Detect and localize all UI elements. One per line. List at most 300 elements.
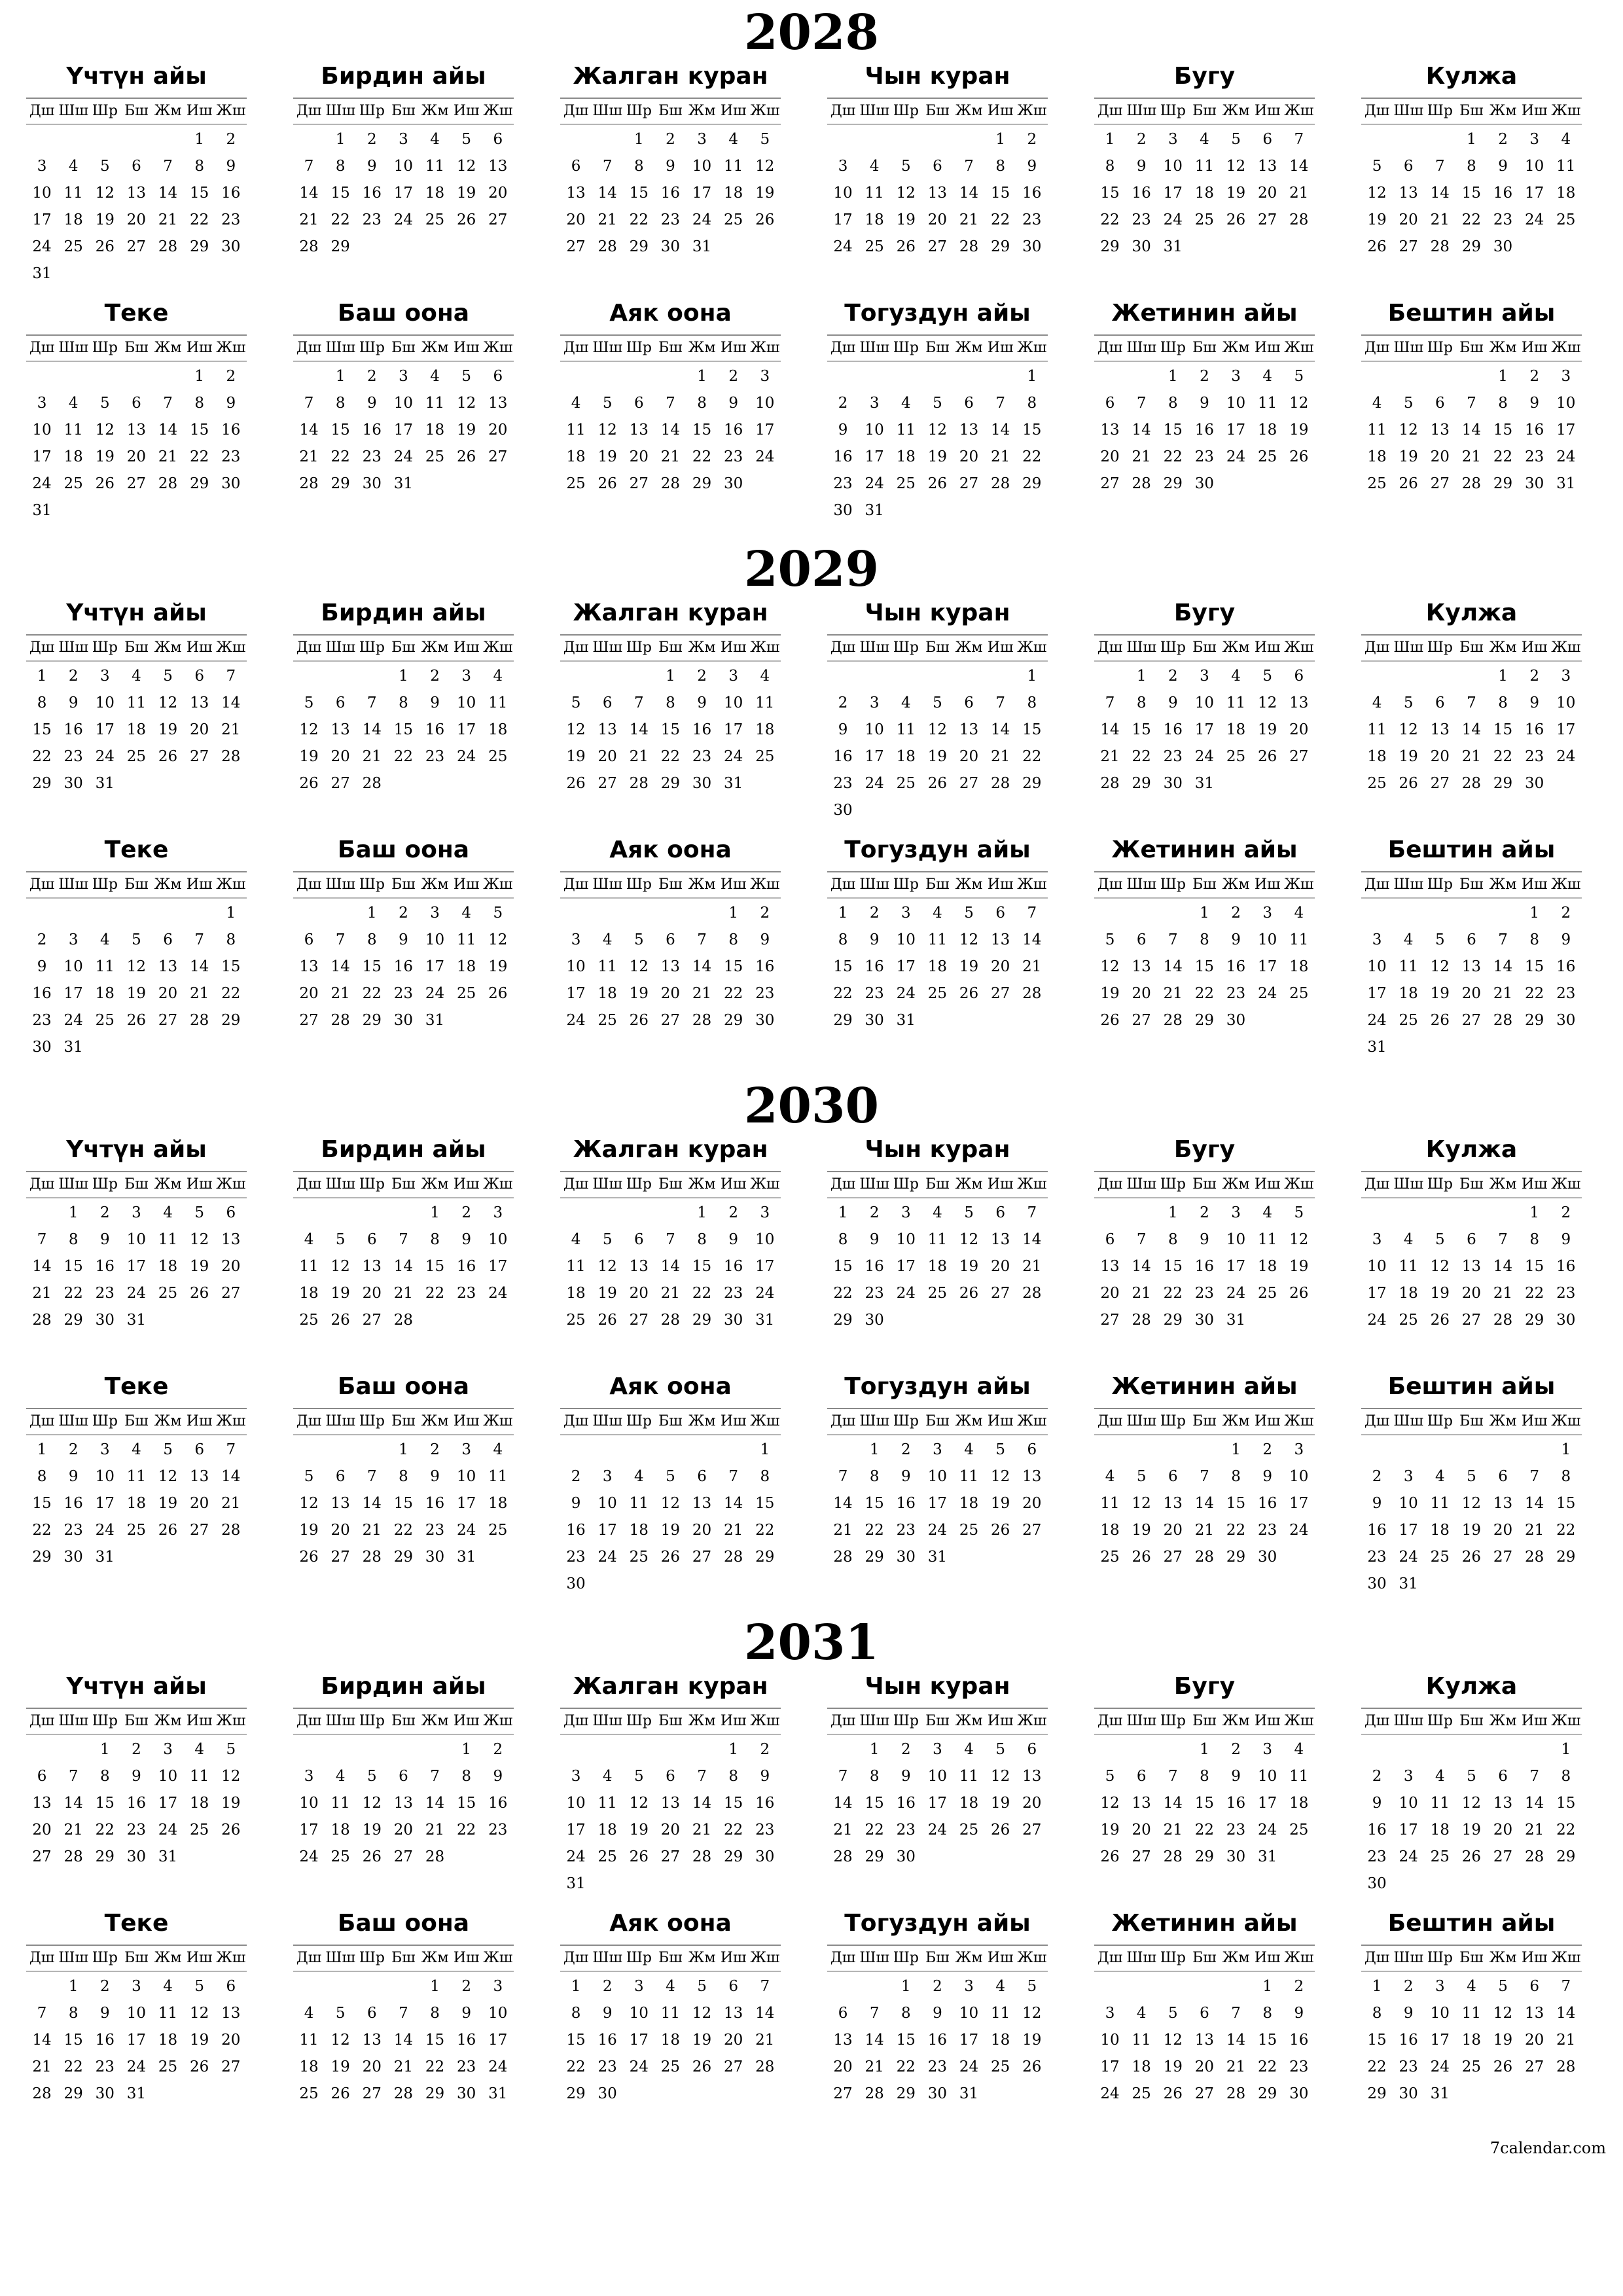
- day-cell: 2: [869, 1204, 880, 1221]
- day-cell: 1: [995, 131, 1005, 148]
- day-cell: 22: [991, 211, 1010, 228]
- day-cell: 3: [1262, 905, 1272, 922]
- day-cell: 1: [666, 668, 675, 685]
- day-cell: 23: [1132, 211, 1151, 228]
- weekday-label: Шр: [626, 103, 652, 119]
- day-cell: 8: [461, 1768, 471, 1785]
- empty-cell: [1361, 900, 1393, 927]
- day-cell: 25: [126, 1522, 147, 1539]
- day-cell: 6: [1435, 694, 1445, 711]
- day-cell: 5: [304, 694, 314, 711]
- weekday-header: [1094, 334, 1315, 362]
- day-cell: 29: [1525, 1312, 1544, 1329]
- day-cell: 31: [865, 502, 884, 519]
- day-cell: 30: [1525, 475, 1544, 492]
- day-cell: 26: [1430, 1312, 1450, 1329]
- day-cell: 23: [1022, 211, 1042, 228]
- day-cell: 29: [566, 2085, 586, 2102]
- weekday-label: Иш: [987, 639, 1014, 656]
- weekday-label: Жш: [1284, 1950, 1314, 1966]
- day-cell: 30: [755, 1848, 775, 1865]
- day-cell: 8: [226, 931, 236, 948]
- day-cell: 27: [126, 238, 147, 255]
- day-cell: 30: [95, 1312, 115, 1329]
- day-cell: 22: [566, 2058, 586, 2075]
- day-cell: 30: [1022, 238, 1042, 255]
- day-cell: 29: [1525, 1012, 1544, 1029]
- day-cell: 3: [1403, 1468, 1414, 1485]
- day-cell: 28: [221, 748, 241, 765]
- weekday-label: Шш: [58, 340, 88, 356]
- day-cell: 13: [299, 958, 319, 975]
- weekday-label: Бш: [658, 876, 683, 893]
- weekday-label: Шр: [626, 1413, 652, 1429]
- day-cell: 23: [1226, 1821, 1246, 1839]
- weekday-label: Иш: [987, 1713, 1014, 1729]
- day-cell: 20: [330, 748, 350, 765]
- day-cell: 14: [63, 1795, 83, 1812]
- day-cell: 6: [163, 931, 173, 948]
- day-cell: 4: [901, 694, 911, 711]
- weekday-label: Шр: [359, 1950, 385, 1966]
- day-cell: 11: [1289, 931, 1309, 948]
- day-cell: 26: [330, 1312, 350, 1329]
- day-cell: 18: [1461, 2032, 1482, 2049]
- day-cell: 28: [724, 1549, 743, 1566]
- weekday-label: Бш: [658, 1413, 683, 1429]
- weekday-label: Шш: [859, 103, 889, 119]
- day-cell: 13: [833, 2032, 853, 2049]
- day-cell: 15: [1525, 958, 1544, 975]
- day-cell: 12: [221, 1768, 241, 1785]
- day-cell: 21: [724, 1522, 743, 1539]
- weekday-label: Дш: [830, 340, 856, 356]
- weekday-label: Жш: [216, 1413, 246, 1429]
- day-cell: 27: [221, 1285, 241, 1302]
- weekday-label: Жм: [1489, 1713, 1517, 1729]
- day-cell: 2: [1294, 1978, 1304, 1995]
- weekday-label: Иш: [453, 340, 480, 356]
- day-cell: 2: [697, 668, 707, 685]
- day-cell: 1: [728, 905, 738, 922]
- day-cell: 12: [190, 1231, 209, 1248]
- weekday-label: Шр: [893, 103, 919, 119]
- day-cell: 13: [660, 958, 681, 975]
- day-cell: 28: [1022, 1285, 1042, 1302]
- day-cell: 6: [633, 1231, 644, 1248]
- day-cell: 15: [896, 2032, 916, 2049]
- day-cell: 26: [158, 1522, 178, 1539]
- weekday-label: Жм: [688, 1713, 716, 1729]
- day-cell: 25: [1461, 2058, 1482, 2075]
- day-cell: 17: [1100, 2058, 1120, 2075]
- empty-cell: [1094, 900, 1126, 927]
- day-cell: 21: [32, 2058, 52, 2075]
- day-cell: 20: [190, 1495, 209, 1512]
- weekday-label: Жш: [1017, 639, 1047, 656]
- day-cell: 25: [488, 748, 508, 765]
- weekday-label: Дш: [296, 876, 322, 893]
- weekday-label: Иш: [1254, 340, 1281, 356]
- day-cell: 9: [666, 158, 675, 175]
- weekday-label: Шр: [626, 1950, 652, 1966]
- day-cell: 28: [362, 775, 382, 792]
- day-cell: 16: [1556, 1258, 1576, 1275]
- day-cell: 23: [865, 1285, 884, 1302]
- day-cell: 22: [755, 1522, 775, 1539]
- day-cell: 24: [1367, 1312, 1387, 1329]
- day-cell: 12: [1430, 1258, 1450, 1275]
- day-cell: 18: [724, 185, 743, 202]
- day-cell: 26: [158, 748, 178, 765]
- day-cell: 11: [1367, 721, 1387, 738]
- day-cell: 31: [95, 1549, 115, 1566]
- weekday-label: Шр: [1160, 1713, 1186, 1729]
- day-cell: 19: [629, 985, 649, 1002]
- day-cell: 7: [226, 668, 236, 685]
- day-cell: 14: [1226, 2032, 1246, 2049]
- month-block: [1094, 1903, 1315, 2108]
- day-cell: 8: [838, 1231, 848, 1248]
- weekday-label: Жм: [1222, 1413, 1250, 1429]
- day-cell: 1: [335, 131, 346, 148]
- weekday-label: Шш: [1393, 1413, 1423, 1429]
- day-cell: 23: [488, 1821, 508, 1839]
- weekday-label: Иш: [1254, 1413, 1281, 1429]
- empty-cell: [1126, 1973, 1157, 2000]
- day-cell: 18: [896, 448, 916, 465]
- weekday-label: Шр: [1427, 1713, 1453, 1729]
- day-grid: [827, 662, 1048, 824]
- day-cell: 21: [362, 748, 382, 765]
- empty-cell: [293, 126, 325, 153]
- day-cell: 26: [299, 1549, 319, 1566]
- weekday-label: Жм: [688, 1950, 716, 1966]
- day-cell: 29: [865, 1549, 884, 1566]
- weekday-header: [26, 1945, 247, 1972]
- day-cell: 31: [126, 1312, 147, 1329]
- day-cell: 20: [126, 448, 147, 465]
- weekday-label: Жм: [421, 103, 449, 119]
- day-cell: 19: [660, 1522, 681, 1539]
- day-cell: 12: [158, 1468, 178, 1485]
- day-cell: 9: [1168, 694, 1178, 711]
- day-cell: 30: [1399, 2085, 1418, 2102]
- day-cell: 6: [1105, 1231, 1115, 1248]
- empty-cell: [387, 1973, 419, 2000]
- weekday-label: Шш: [58, 103, 88, 119]
- day-cell: 3: [399, 131, 408, 148]
- day-cell: 29: [1194, 1012, 1215, 1029]
- day-cell: 11: [1194, 158, 1215, 175]
- day-cell: 26: [991, 1522, 1010, 1539]
- day-cell: 15: [833, 1258, 853, 1275]
- day-cell: 30: [362, 475, 382, 492]
- month-block: [1361, 1666, 1582, 1897]
- weekday-label: Шр: [626, 639, 652, 656]
- day-cell: 27: [1258, 211, 1277, 228]
- day-cell: 11: [1556, 158, 1576, 175]
- day-cell: 7: [869, 2005, 880, 2022]
- day-cell: 24: [63, 1012, 83, 1029]
- day-cell: 6: [666, 1768, 675, 1785]
- weekday-label: Иш: [186, 1950, 213, 1966]
- day-cell: 19: [95, 211, 115, 228]
- weekday-label: Бш: [925, 876, 950, 893]
- day-cell: 2: [430, 1441, 440, 1458]
- day-cell: 14: [221, 1468, 241, 1485]
- day-cell: 24: [457, 1522, 476, 1539]
- day-cell: 23: [1258, 1522, 1277, 1539]
- day-cell: 21: [32, 1285, 52, 1302]
- empty-cell: [293, 1973, 325, 2000]
- month-block: [26, 1366, 247, 1571]
- day-cell: 28: [1289, 211, 1309, 228]
- day-cell: 4: [633, 1468, 644, 1485]
- month-block: [827, 1129, 1048, 1334]
- day-cell: 2: [571, 1468, 581, 1485]
- weekday-label: Дш: [29, 1713, 55, 1729]
- day-cell: 20: [1194, 2058, 1215, 2075]
- day-cell: 6: [964, 694, 974, 711]
- day-cell: 21: [1289, 185, 1309, 202]
- month-name: Жетинин айы: [1111, 300, 1298, 327]
- empty-cell: [58, 363, 89, 390]
- day-cell: 26: [1258, 748, 1277, 765]
- weekday-label: Дш: [563, 1713, 589, 1729]
- day-cell: 24: [597, 1549, 617, 1566]
- day-cell: 21: [755, 2032, 775, 2049]
- day-cell: 17: [833, 211, 853, 228]
- empty-cell: [184, 900, 215, 927]
- day-cell: 30: [927, 2085, 948, 2102]
- day-cell: 22: [221, 985, 241, 1002]
- day-cell: 21: [1022, 958, 1042, 975]
- day-cell: 12: [927, 422, 948, 439]
- day-cell: 2: [933, 1978, 942, 1995]
- day-cell: 10: [1399, 1795, 1418, 1812]
- day-cell: 28: [221, 1522, 241, 1539]
- day-cell: 19: [959, 958, 979, 975]
- weekday-label: Шр: [893, 1176, 919, 1193]
- day-cell: 11: [299, 1258, 319, 1275]
- day-cell: 23: [457, 1285, 476, 1302]
- day-cell: 5: [1027, 1978, 1037, 1995]
- day-cell: 14: [755, 2005, 775, 2022]
- day-cell: 4: [1561, 131, 1571, 148]
- day-cell: 3: [728, 668, 738, 685]
- day-cell: 16: [1399, 2032, 1418, 2049]
- weekday-header: [1361, 1408, 1582, 1435]
- empty-cell: [356, 1200, 387, 1227]
- day-cell: 25: [660, 2058, 681, 2075]
- day-cell: 27: [299, 1012, 319, 1029]
- day-grid: [827, 1198, 1048, 1334]
- day-cell: 11: [959, 1468, 979, 1485]
- day-cell: 6: [633, 395, 644, 412]
- day-cell: 19: [1399, 748, 1418, 765]
- weekday-label: Дш: [1097, 103, 1123, 119]
- weekday-label: Шр: [92, 103, 118, 119]
- weekday-label: Дш: [1097, 876, 1123, 893]
- day-cell: 21: [833, 1821, 853, 1839]
- day-cell: 12: [597, 422, 617, 439]
- day-cell: 4: [163, 1204, 173, 1221]
- weekday-label: Бш: [925, 103, 950, 119]
- day-cell: 29: [1226, 1549, 1246, 1566]
- weekday-label: Бш: [391, 1713, 416, 1729]
- day-cell: 31: [126, 2085, 147, 2102]
- day-cell: 12: [190, 2005, 209, 2022]
- day-cell: 12: [1100, 958, 1120, 975]
- month-name: Үчтүн айы: [66, 1673, 207, 1700]
- empty-cell: [1455, 363, 1487, 390]
- day-cell: 22: [95, 1821, 115, 1839]
- empty-cell: [1393, 1437, 1424, 1463]
- day-cell: 13: [158, 958, 178, 975]
- day-cell: 28: [425, 1848, 445, 1865]
- day-cell: 5: [995, 1441, 1005, 1458]
- day-cell: 14: [32, 1258, 52, 1275]
- day-cell: 7: [163, 395, 173, 412]
- day-cell: 5: [1372, 158, 1382, 175]
- day-cell: 5: [1435, 1231, 1445, 1248]
- day-cell: 29: [1022, 475, 1042, 492]
- day-cell: 23: [1163, 748, 1183, 765]
- day-cell: 3: [493, 1204, 503, 1221]
- day-cell: 21: [393, 2058, 414, 2075]
- day-grid: [26, 1972, 247, 2108]
- day-grid: [293, 899, 514, 1034]
- day-cell: 12: [1226, 158, 1246, 175]
- weekday-header: [293, 1408, 514, 1435]
- month-block: [560, 1366, 781, 1598]
- day-cell: 10: [1367, 958, 1387, 975]
- day-cell: 17: [393, 422, 414, 439]
- day-cell: 5: [194, 1978, 204, 1995]
- day-cell: 28: [330, 1012, 350, 1029]
- day-cell: 5: [99, 395, 110, 412]
- day-cell: 19: [927, 448, 948, 465]
- day-cell: 4: [430, 368, 440, 385]
- weekday-label: Шш: [859, 1176, 889, 1193]
- day-cell: 18: [1132, 2058, 1151, 2075]
- weekday-label: Шш: [325, 1950, 355, 1966]
- day-grid: [1361, 125, 1582, 260]
- day-cell: 11: [1289, 1768, 1309, 1785]
- day-cell: 11: [126, 1468, 147, 1485]
- day-cell: 7: [1498, 1231, 1508, 1248]
- day-grid: [560, 662, 781, 797]
- day-cell: 2: [666, 131, 675, 148]
- weekday-label: Бш: [925, 639, 950, 656]
- day-cell: 5: [304, 1468, 314, 1485]
- day-cell: 7: [760, 1978, 770, 1995]
- day-cell: 24: [299, 1848, 319, 1865]
- day-cell: 16: [1132, 185, 1151, 202]
- day-cell: 11: [927, 931, 948, 948]
- weekday-label: Бш: [1459, 639, 1484, 656]
- empty-cell: [560, 1437, 592, 1463]
- day-cell: 26: [1289, 448, 1309, 465]
- day-cell: 13: [991, 931, 1010, 948]
- day-cell: 21: [833, 1522, 853, 1539]
- day-cell: 10: [425, 931, 445, 948]
- day-cell: 17: [692, 185, 712, 202]
- empty-cell: [1455, 1437, 1487, 1463]
- day-cell: 23: [126, 1821, 147, 1839]
- day-cell: 17: [1367, 1285, 1387, 1302]
- day-cell: 17: [1367, 985, 1387, 1002]
- day-cell: 5: [132, 931, 141, 948]
- day-cell: 25: [299, 1312, 319, 1329]
- month-name: Бугу: [1173, 1673, 1236, 1700]
- weekday-label: Жш: [1284, 340, 1314, 356]
- day-cell: 19: [1289, 1258, 1309, 1275]
- day-cell: 2: [1529, 368, 1539, 385]
- day-cell: 9: [1231, 1768, 1241, 1785]
- day-cell: 5: [1294, 1204, 1304, 1221]
- day-cell: 15: [330, 422, 350, 439]
- day-cell: 23: [362, 211, 382, 228]
- day-cell: 15: [692, 422, 712, 439]
- day-cell: 21: [1022, 1258, 1042, 1275]
- day-grid: [560, 1435, 781, 1598]
- weekday-label: Жм: [154, 103, 182, 119]
- day-cell: 4: [666, 1978, 675, 1995]
- day-cell: 16: [63, 721, 83, 738]
- month-name: Кулжа: [1425, 600, 1518, 626]
- day-cell: 19: [457, 422, 476, 439]
- day-cell: 24: [393, 211, 414, 228]
- empty-cell: [1488, 1200, 1519, 1227]
- day-cell: 29: [833, 1012, 853, 1029]
- day-cell: 4: [194, 1741, 204, 1758]
- weekday-label: Шш: [859, 340, 889, 356]
- day-cell: 20: [1399, 211, 1418, 228]
- weekday-label: Жш: [1017, 1950, 1047, 1966]
- day-cell: 5: [194, 1204, 204, 1221]
- weekday-label: Жш: [750, 876, 780, 893]
- day-cell: 27: [1163, 1549, 1183, 1566]
- weekday-label: Иш: [987, 340, 1014, 356]
- day-cell: 24: [566, 1012, 586, 1029]
- weekday-label: Жм: [1222, 876, 1250, 893]
- day-cell: 4: [995, 1978, 1005, 1995]
- day-cell: 24: [959, 2058, 979, 2075]
- day-cell: 8: [760, 1468, 770, 1485]
- empty-cell: [1488, 1736, 1519, 1763]
- day-cell: 21: [158, 448, 178, 465]
- weekday-label: Бш: [391, 1413, 416, 1429]
- day-cell: 28: [190, 1012, 209, 1029]
- weekday-label: Иш: [186, 876, 213, 893]
- weekday-label: Дш: [830, 103, 856, 119]
- day-cell: 27: [330, 1549, 350, 1566]
- day-cell: 13: [927, 185, 948, 202]
- day-cell: 30: [95, 2085, 115, 2102]
- empty-cell: [1094, 1973, 1126, 2000]
- day-cell: 14: [660, 422, 681, 439]
- month-name: Үчтүн айы: [66, 600, 207, 626]
- day-cell: 18: [959, 1795, 979, 1812]
- day-cell: 25: [190, 1821, 209, 1839]
- empty-cell: [921, 663, 953, 690]
- day-cell: 21: [629, 748, 649, 765]
- day-cell: 25: [1194, 211, 1215, 228]
- weekday-label: Иш: [720, 103, 747, 119]
- weekday-label: Жм: [154, 1950, 182, 1966]
